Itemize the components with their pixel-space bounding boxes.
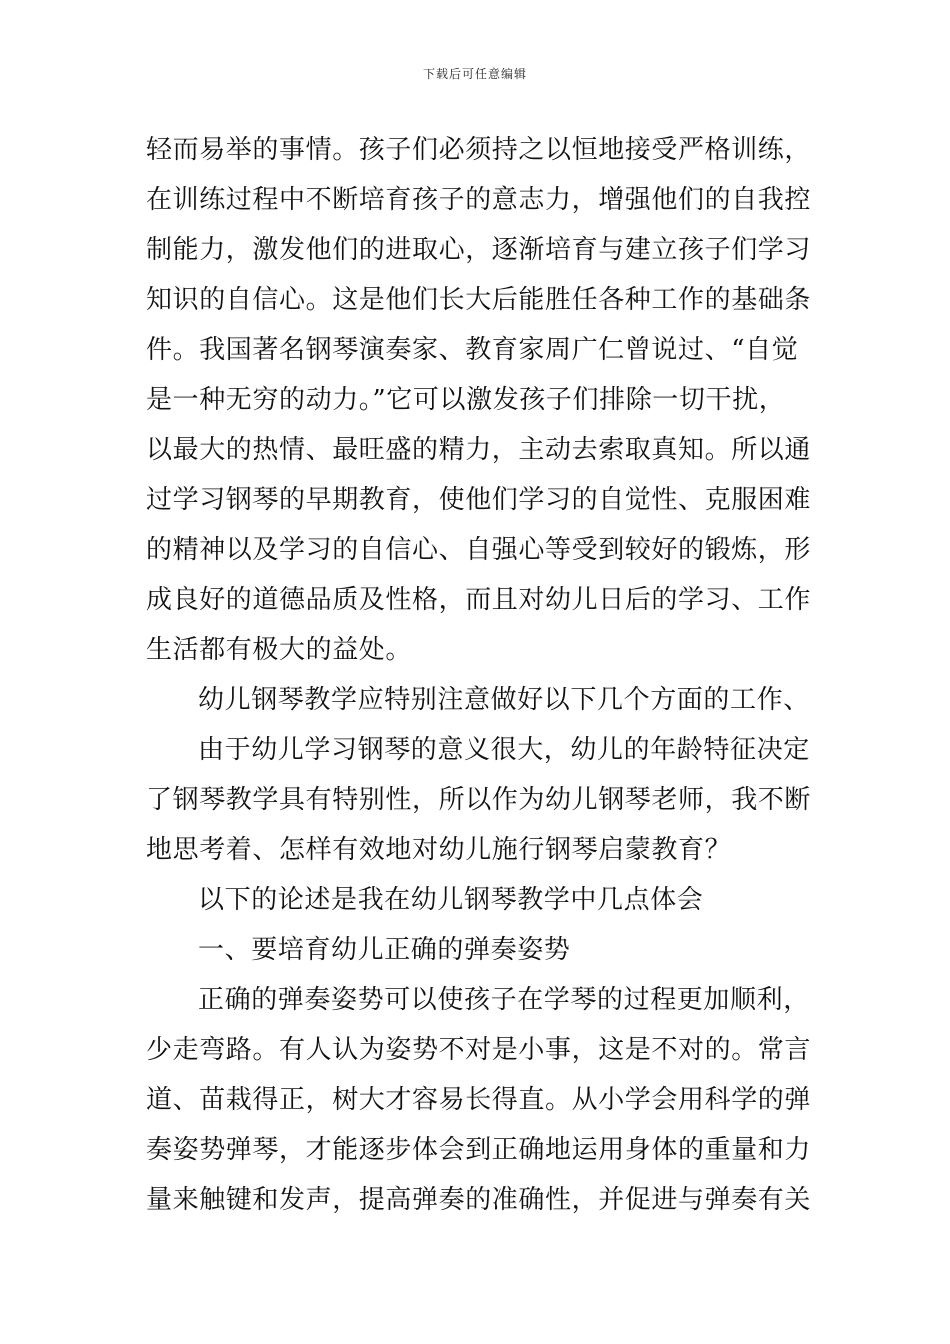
text-line: 件。我国著名钢琴演奏家、教育家周广仁曾说过、“自觉 <box>146 335 799 365</box>
section-heading: 一、要培育幼儿正确的弹奏姿势 <box>198 935 571 965</box>
text-line: 少走弯路。有人认为姿势不对是小事，这是不对的。常言 <box>146 1035 812 1065</box>
text-line: 道、苗栽得正，树大才容易长得直。从小学会用科学的弹 <box>146 1085 812 1115</box>
text-line: 过学习钢琴的早期教育，使他们学习的自觉性、克服困难 <box>146 485 812 515</box>
text-line: 是一种无穷的动力。”它可以激发孩子们排除一切干扰， <box>146 385 786 415</box>
header-note: 下载后可任意编辑 <box>422 67 527 81</box>
text-line: 成良好的道德品质及性格，而且对幼儿日后的学习、工作 <box>146 585 812 615</box>
text-line: 奏姿势弹琴，才能逐步体会到正确地运用身体的重量和力 <box>146 1135 812 1165</box>
paragraph-line: 由于幼儿学习钢琴的意义很大，幼儿的年龄特征决定 <box>198 735 810 765</box>
paragraph-line: 幼儿钢琴教学应特别注意做好以下几个方面的工作、 <box>198 685 810 715</box>
paragraph-line: 以下的论述是我在幼儿钢琴教学中几点体会 <box>198 885 704 915</box>
body-text <box>146 125 812 1225</box>
text-line: 轻而易举的事情。孩子们必须持之以恒地接受严格训练， <box>146 135 812 165</box>
text-line: 的精神以及学习的自信心、自强心等受到较好的锻炼，形 <box>146 535 812 565</box>
text-line: 生活都有极大的益处。 <box>146 635 413 665</box>
text-line: 了钢琴教学具有特别性，所以作为幼儿钢琴老师，我不断 <box>146 785 812 815</box>
text-line: 在训练过程中不断培育孩子的意志力，增强他们的自我控 <box>146 185 812 215</box>
text-line: 制能力，激发他们的进取心，逐渐培育与建立孩子们学习 <box>146 235 812 265</box>
text-line: 知识的自信心。这是他们长大后能胜任各种工作的基础条 <box>146 285 812 315</box>
text-line: 以最大的热情、最旺盛的精力，主动去索取真知。所以通 <box>146 435 812 465</box>
paragraph-line: 正确的弹奏姿势可以使孩子在学琴的过程更加顺利， <box>198 985 810 1015</box>
text-line: 地思考着、怎样有效地对幼儿施行钢琴启蒙教育？ <box>146 835 732 865</box>
text-line: 量来触键和发声，提高弹奏的准确性，并促进与弹奏有关 <box>146 1185 812 1215</box>
